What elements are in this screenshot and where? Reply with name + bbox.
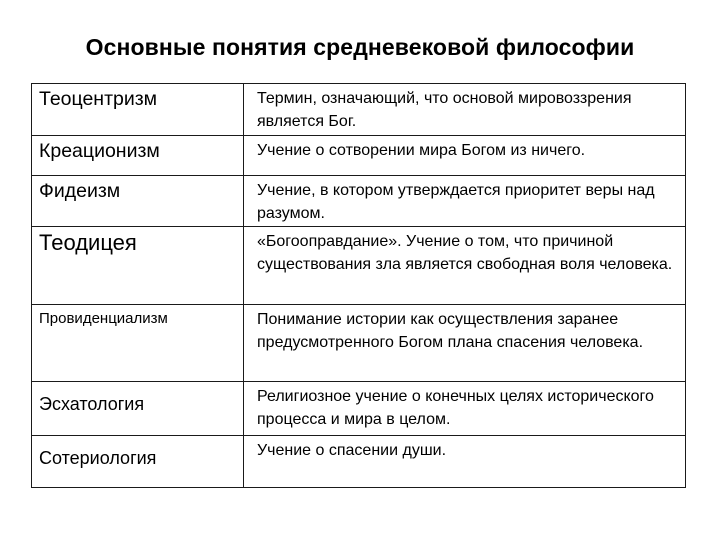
table-row [32,436,686,488]
table-row [32,84,686,136]
term-cell: Эсхатология [32,382,244,436]
page-title: Основные понятия средневековой философии [85,34,635,60]
definition-cell: Религиозное учение о конечных целях исторического процесса и мира в целом. [244,382,686,436]
term-cell: Теоцентризм [32,84,244,136]
table-row [32,176,686,227]
term-cell: Провиденциализм [32,305,244,382]
table-row [32,382,686,436]
definition-cell: Термин, означающий, что основой мировоззрения является Бог. [244,84,686,136]
table-row [32,305,686,382]
term-cell: Теодицея [32,227,244,305]
table-row [32,227,686,305]
table-row [32,136,686,176]
definition-cell: Учение о сотворении мира Богом из ничего. [244,136,686,176]
term-cell: Креационизм [32,136,244,176]
definition-cell: Понимание истории как осуществления заранее предусмотренного Богом плана спасения человека. [244,305,686,382]
term-cell: Фидеизм [32,176,244,227]
definition-cell: «Богооправдание». Учение о том, что причиной существования зла является свободная воля человека. [244,227,686,305]
definition-cell: Учение о спасении души. [244,436,686,488]
term-cell: Сотериология [32,436,244,488]
terms-table [31,83,686,488]
definition-cell: Учение, в котором утверждается приоритет веры над разумом. [244,176,686,227]
